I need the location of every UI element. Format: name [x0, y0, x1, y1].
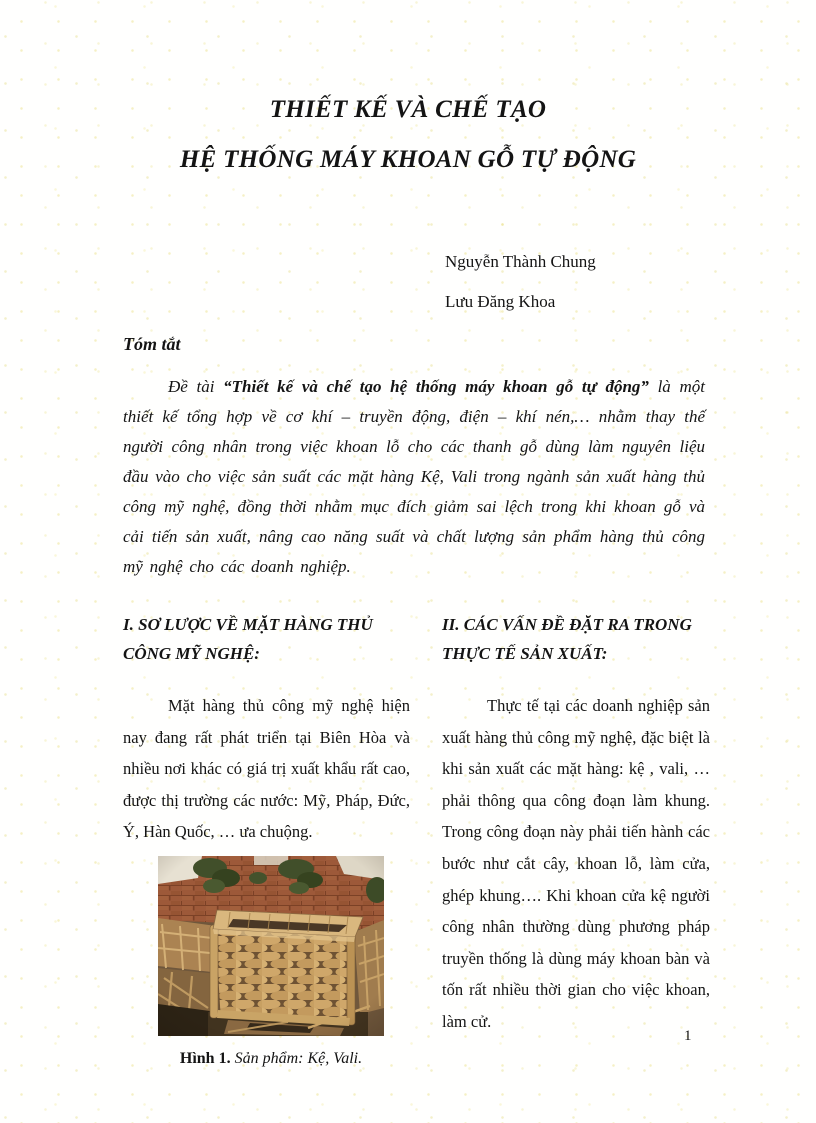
author-block	[445, 250, 596, 330]
column-section-2	[442, 610, 710, 1068]
abstract-paragraph	[123, 372, 705, 582]
woven-baskets-image	[158, 856, 384, 1036]
document-title-line1: THIẾT KẾ VÀ CHẾ TẠO	[269, 96, 547, 123]
document-title-line2: HỆ THỐNG MÁY KHOAN GỖ TỰ ĐỘNG	[179, 146, 637, 173]
column-section-1	[123, 610, 410, 1068]
section-1-heading: I. SƠ LƯỢC VỀ MẶT HÀNG THỦ CÔNG MỸ NGHỆ:	[123, 615, 373, 663]
section-1-paragraph: Mặt hàng thủ công mỹ nghệ hiện nay đang rất phát triển tại Biên Hòa và nhiều nơi khác có giá trị xuất khẩu rất cao, được thị trường các nước: Mỹ, Pháp, Đức, Ý, Hàn Quốc, … ưa chuộng.	[123, 696, 410, 842]
author-name-2: Lưu Đăng Khoa	[445, 292, 556, 311]
abstract-heading: Tóm tắt	[123, 334, 181, 354]
figure-caption-label: Hình 1.	[179, 1049, 231, 1067]
section-2-paragraph: Thực tế tại các doanh nghiệp sản xuất hàng thủ công mỹ nghệ, đặc biệt là khi sản xuất các mặt hàng: kệ , vali, … phải thông qua công đoạn làm khung. Trong công đoạn này phải tiến hành các bước như cắt cây, khoan lỗ, làm cửa, ghép khung…. Khi khoan cửa kệ người công nhân thường dùng phương pháp truyền thống là dùng máy khoan bàn và tốn rất nhiều thời gian cho việc khoan, làm cử.	[442, 696, 710, 1031]
figure-1-caption	[145, 1050, 397, 1068]
two-column-section	[123, 610, 710, 1068]
abstract-intro: Đề tài	[168, 377, 224, 396]
figure-1-photo	[158, 856, 384, 1036]
author-name-1: Nguyễn Thành Chung	[445, 252, 596, 271]
figure-caption-text: Sản phẩm: Kệ, Vali.	[230, 1049, 363, 1067]
abstract-body: là một thiết kế tổng hợp về cơ khí – truyền động, điện – khí nén,… nhằm thay thế người công nhân trong việc khoan lỗ cho các thanh gỗ dùng làm nguyên liệu đầu vào cho việc sản suất các mặt hàng Kệ, Vali trong ngành sản xuất hàng thủ công mỹ nghệ, đồng thời nhằm mục đích giảm sai lệch trong khi khoan gỗ và cải tiến sản xuất, nâng cao năng suất và chất lượng sản phẩm hàng thủ công mỹ nghệ cho các doanh nghiệp.	[123, 377, 705, 576]
project-title-bold: “Thiết kế và chế tạo hệ thống máy khoan gỗ tự động”	[223, 377, 649, 396]
page-number: 1	[684, 1028, 692, 1044]
section-2-heading: II. CÁC VẤN ĐỀ ĐẶT RA TRONG THỰC TẾ SẢN XUẤT:	[442, 615, 692, 663]
